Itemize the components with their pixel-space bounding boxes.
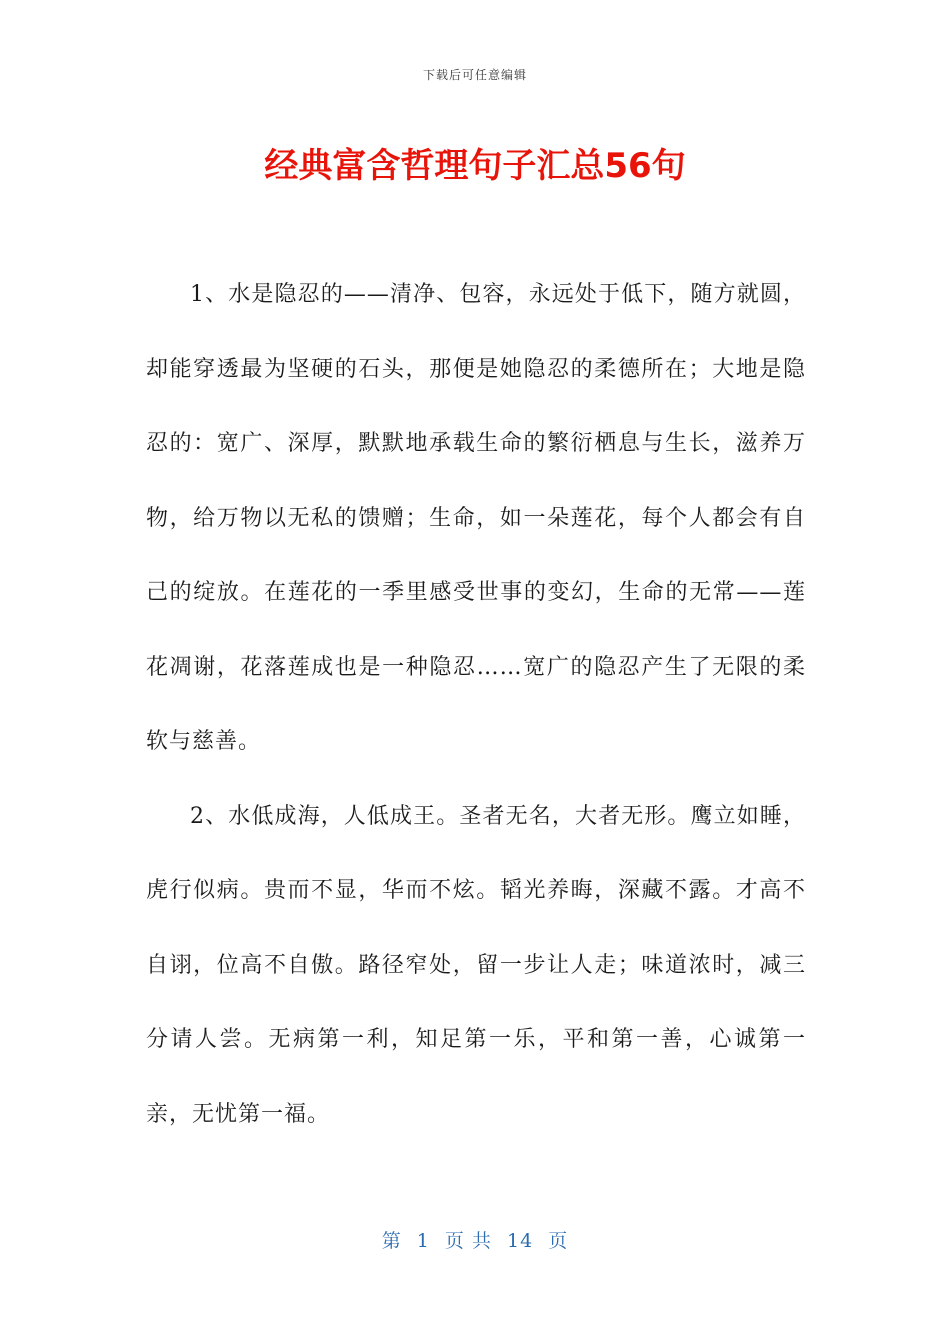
footer-prefix: 第 <box>381 1230 402 1252</box>
paragraph-2: 2、水低成海，人低成王。圣者无名，大者无形。鹰立如睡，虎行似病。贵而不显，华而不炫。韬光养晦，深藏不露。才高不自诩，位高不自傲。路径窄处，留一步让人走；味道浓时，减三分请人尝。无病第一利，知足第一乐，平和第一善，心诚第一亲，无忧第一福。 <box>146 803 806 1127</box>
document-body <box>146 258 806 1152</box>
footer-total-pages: 14 <box>507 1230 534 1252</box>
header-note: 下载后可任意编辑 <box>422 68 527 82</box>
paragraph-1: 1、水是隐忍的——清净、包容，永远处于低下，随方就圆，却能穿透最为坚硬的石头，那便是她隐忍的柔德所在；大地是隐忍的：宽广、深厚，默默地承载生命的繁衍栖息与生长，滋养万物，给万物以无私的馈赠；生命，如一朵莲花，每个人都会有自己的绽放。在莲花的一季里感受世事的变幻，生命的无常——莲花凋谢，花落莲成也是一种隐忍……宽广的隐忍产生了无限的柔软与慈善。 <box>146 282 806 754</box>
footer-middle: 页 共 <box>444 1230 492 1252</box>
footer-page-number: 1 <box>416 1230 430 1252</box>
page-footer <box>0 1226 950 1253</box>
document-title: 经典富含哲理句子汇总56句 <box>264 146 686 186</box>
footer-suffix: 页 <box>548 1230 569 1252</box>
